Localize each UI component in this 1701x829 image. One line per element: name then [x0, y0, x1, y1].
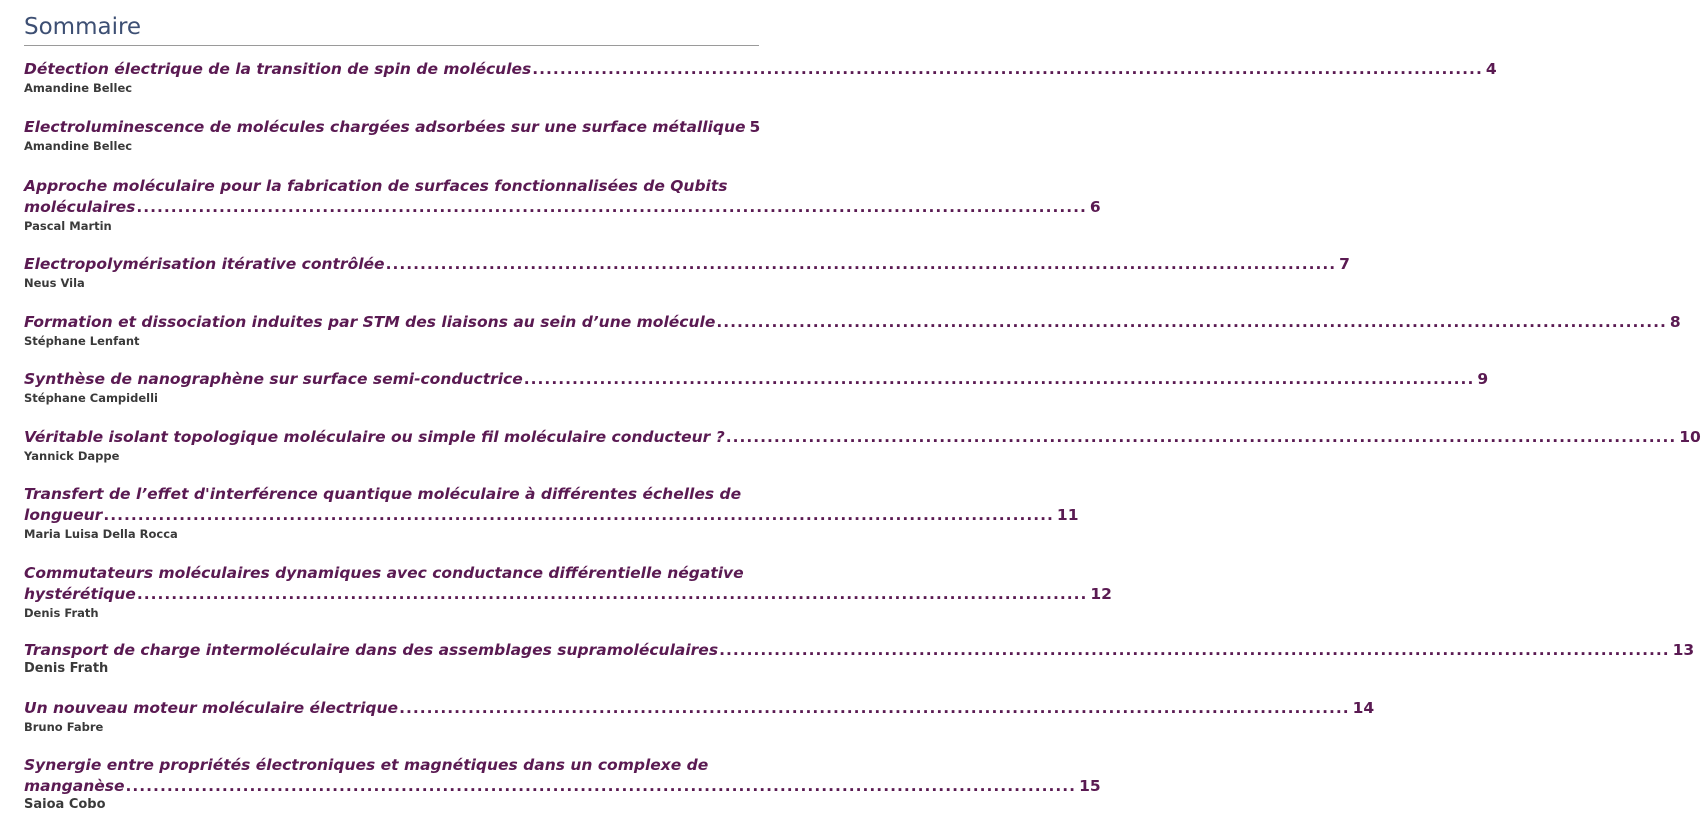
toc-page-number: 4 [1485, 60, 1497, 78]
toc-entry-author: Maria Luisa Della Rocca [24, 527, 178, 541]
toc-entry[interactable] [24, 427, 1701, 464]
toc-entry-title-line [24, 584, 1112, 605]
toc-page-number: 12 [1090, 585, 1112, 603]
dot-leader: .......................................................................................................................................... [385, 255, 1337, 273]
toc-entry-title-line [24, 776, 1101, 797]
toc-entry-title: Un nouveau moteur moléculaire électrique [24, 699, 399, 717]
toc-entry-title-line [24, 312, 1681, 333]
toc-entry-title-line [24, 698, 1375, 719]
toc-entry-author: Stéphane Lenfant [24, 334, 140, 348]
toc-entry-title: Détection électrique de la transition de spin de molécules [24, 60, 532, 78]
toc-page-number: 6 [1089, 198, 1101, 216]
toc-entry-title: Transfert de l’effet d'interférence quantique moléculaire à différentes échelles de [24, 485, 742, 503]
toc-entry-author: Denis Frath [24, 606, 99, 620]
toc-entry[interactable] [24, 369, 1489, 406]
toc-entry[interactable] [24, 254, 1350, 291]
dot-leader: .......................................................................................................................................... [399, 699, 1350, 717]
title-divider [24, 45, 759, 46]
dot-leader: .......................................................................................................................................... [725, 428, 1677, 446]
toc-entry-title-line [24, 427, 1701, 448]
toc-entry-title: longueur [24, 506, 103, 524]
toc-page-number: 13 [1672, 641, 1695, 659]
toc-page-number: 5 [749, 118, 761, 136]
dot-leader: .......................................................................................................................................... [532, 60, 1483, 78]
toc-entry-title-line [24, 254, 1350, 275]
toc-entry-title-line [24, 484, 760, 505]
toc-page-number: 10 [1679, 428, 1701, 446]
toc-entry-title: manganèse [24, 777, 125, 795]
toc-entry-author: Stéphane Campidelli [24, 391, 158, 405]
toc-entry-author: Pascal Martin [24, 219, 112, 233]
dot-leader: .......................................................................................................................................... [716, 313, 1667, 331]
toc-entry-title: Commutateurs moléculaires dynamiques avec conductance différentielle négative [24, 564, 744, 582]
toc-entry-author: Amandine Bellec [24, 139, 133, 153]
dot-leader: .......................................................................................................................................... [125, 777, 1077, 795]
toc-entry-title: Véritable isolant topologique moléculaire ou simple fil moléculaire conducteur ? [24, 428, 725, 446]
toc-entry[interactable] [24, 640, 1695, 677]
toc-entry-title-line [24, 59, 1497, 80]
toc-entry[interactable] [24, 312, 1681, 349]
dot-leader: .......................................................................................................................................... [136, 585, 1088, 603]
toc-entry-title-line [24, 640, 1695, 661]
toc-entry[interactable] [24, 755, 1101, 813]
page-title: Sommaire [24, 14, 142, 40]
toc-entry[interactable] [24, 59, 1497, 96]
toc-entry-title-line [24, 755, 760, 776]
toc-entry-title: Electroluminescence de molécules chargées adsorbées sur une surface métallique [24, 118, 746, 136]
toc-entry[interactable] [24, 176, 1101, 234]
toc-entry-title: moléculaires [24, 198, 136, 216]
toc-entry[interactable] [24, 698, 1375, 735]
dot-leader: .......................................................................................................................................... [719, 641, 1670, 659]
toc-entry-title: hystérétique [24, 585, 136, 603]
toc-entry-title-line [24, 563, 760, 584]
toc-entry[interactable] [24, 484, 1079, 542]
toc-entry[interactable] [24, 563, 1112, 621]
toc-entry-author: Denis Frath [24, 661, 109, 676]
toc-page-number: 15 [1079, 777, 1101, 795]
toc-entry-title: Synergie entre propriétés électroniques et magnétiques dans un complexe de [24, 756, 709, 774]
dot-leader: .......................................................................................................................................... [103, 506, 1054, 524]
header [24, 12, 759, 46]
dot-leader: .......................................................................................................................................... [136, 198, 1087, 216]
toc-entry-title-line [24, 505, 1079, 526]
toc-page-number: 7 [1339, 255, 1350, 273]
toc-page-number: 8 [1669, 313, 1681, 331]
toc-entry[interactable] [24, 117, 760, 154]
toc-entry-title: Approche moléculaire pour la fabrication de surfaces fonctionnalisées de Qubits [24, 177, 728, 195]
toc-entry-author: Bruno Fabre [24, 720, 104, 734]
toc-entry-title: Transport de charge intermoléculaire dans des assemblages supramoléculaires [24, 641, 719, 659]
dot-leader: .......................................................................................................................................... [523, 370, 1475, 388]
toc-page-number: 14 [1352, 699, 1375, 717]
toc-entry-author: Saioa Cobo [24, 797, 106, 812]
toc-page-number: 9 [1477, 370, 1489, 388]
toc-page-number: 11 [1056, 506, 1079, 524]
toc-entry-title-line [24, 117, 760, 138]
toc-entry-title: Formation et dissociation induites par STM des liaisons au sein d’une molécule [24, 313, 716, 331]
toc-entry-title: Synthèse de nanographène sur surface semi-conductrice [24, 370, 523, 388]
toc-entry-author: Amandine Bellec [24, 81, 133, 95]
toc-entry-title-line [24, 369, 1489, 390]
toc-entry-title: Electropolymérisation itérative contrôlée [24, 255, 385, 273]
toc-entry-author: Neus Vila [24, 276, 85, 290]
toc-entry-title-line [24, 197, 1101, 218]
toc-entry-author: Yannick Dappe [24, 449, 120, 463]
toc-entry-title-line [24, 176, 760, 197]
